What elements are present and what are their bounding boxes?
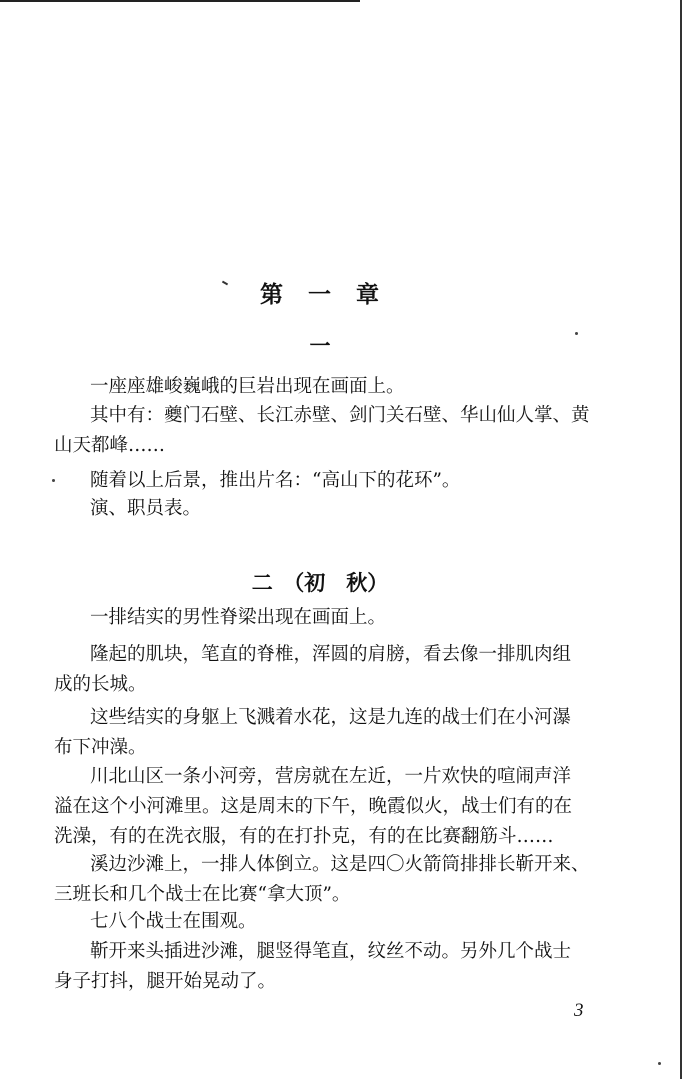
section-heading-two: 二 （初 秋） xyxy=(251,570,389,595)
paragraph: 这些结实的身躯上飞溅着水花，这是九连的战士们在小河瀑 布下冲澡。 xyxy=(54,707,572,758)
paragraph: 靳开来头插进沙滩，腿竖得笔直，纹丝不动。另外几个战士 身子打抖，腿开始晃动了。 xyxy=(54,941,572,992)
paragraph: 七八个战士在围观。 xyxy=(90,911,257,932)
section-heading-one: 一 xyxy=(309,333,331,358)
paragraph: 溪边沙滩上，一排人体倒立。这是四〇火箭筒排排长靳开来、 三班长和几个战士在比赛“拿大顶”。 xyxy=(54,854,590,905)
scan-speck xyxy=(575,332,578,335)
paragraph: 川北山区一条小河旁，营房就在左近，一片欢快的喧闹声洋 溢在这个小河滩里。这是周末的下午，晚霞似火，战士们有的在 洗澡，有的在洗衣服，有的在打扑克，有的在比赛翻筋斗…… xyxy=(54,766,573,847)
paragraph: 随着以上后景，推出片名：“高山下的花环”。 xyxy=(90,470,461,491)
scan-speck xyxy=(658,1062,661,1065)
paragraph: 隆起的肌块，笔直的脊椎，浑圆的肩膀，看去像一排肌肉组 成的长城。 xyxy=(54,644,572,695)
page-number: 3 xyxy=(574,1000,584,1021)
paragraph: 其中有：夔门石壁、长江赤壁、剑门关石壁、华山仙人掌、黄 山天都峰…… xyxy=(54,405,590,456)
scan-speck xyxy=(52,479,55,482)
chapter-title: 第 一 章 xyxy=(260,281,380,308)
paragraph: 演、职员表。 xyxy=(90,498,202,519)
top-edge-rule xyxy=(0,0,360,2)
paragraph: 一座座雄峻巍峨的巨岩出现在画面上。 xyxy=(90,376,405,397)
paragraph: 一排结实的男性脊梁出现在画面上。 xyxy=(90,607,387,628)
